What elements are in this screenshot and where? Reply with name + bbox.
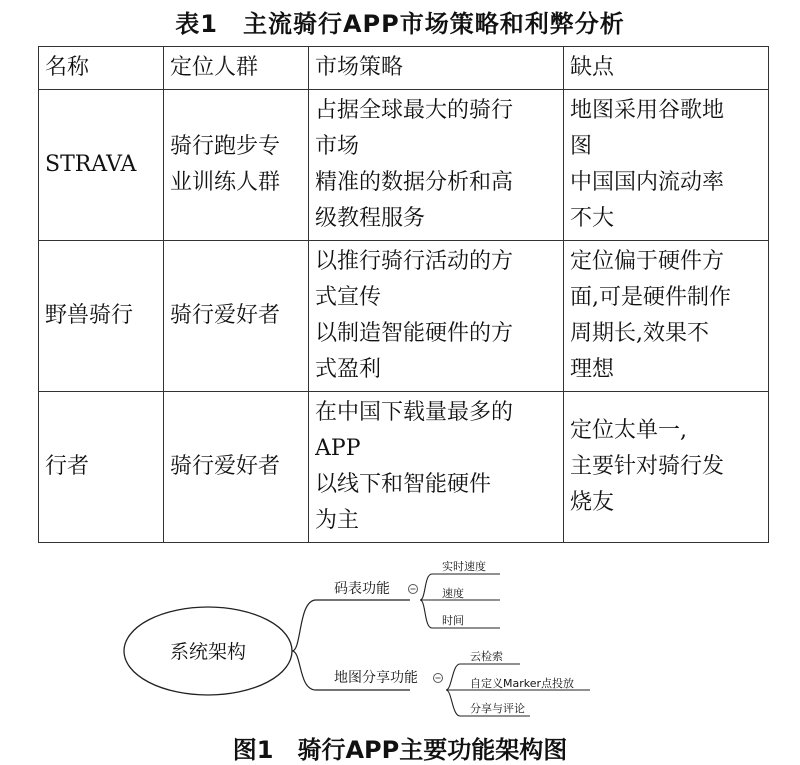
cell-line: 周期长,效果不 (570, 321, 709, 346)
header-cons: 缺点 (564, 47, 769, 90)
leaf-label: 时间 (442, 614, 464, 627)
cell-line: APP (315, 436, 361, 461)
cell-line: 定位偏于硬件方 (570, 249, 725, 274)
cell-line: 以线下和智能硬件 (315, 472, 492, 497)
cell-audience (164, 90, 309, 241)
cell-line: 骑行爱好者 (170, 454, 281, 479)
cell-line: 骑行爱好者 (170, 303, 281, 328)
table-row (39, 241, 769, 392)
leaf-label: 分享与评论 (470, 702, 525, 715)
cell-audience (164, 241, 309, 392)
cell-cons (564, 90, 769, 241)
cell-line: 精准的数据分析和高 (315, 170, 514, 195)
mindmap-root-label: 系统架构 (169, 641, 247, 663)
cell-line: 烧友 (570, 490, 615, 515)
mindmap-diagram (0, 550, 800, 728)
cell-cons (564, 241, 769, 392)
cell-strategy (309, 90, 564, 241)
cell-line: 主要针对骑行发 (570, 454, 725, 479)
table-title: 表1 主流骑行APP市场策略和利弊分析 (175, 10, 625, 38)
cell-line: 以制造智能硬件的方 (315, 321, 514, 346)
leaf-label: 实时速度 (442, 560, 486, 573)
cell-name: 行者 (39, 392, 164, 543)
leaf-label: 自定义Marker点投放 (470, 677, 575, 690)
header-name: 名称 (39, 47, 164, 90)
header-audience: 定位人群 (164, 47, 309, 90)
cell-line: 为主 (315, 508, 360, 533)
cell-line: 式宣传 (315, 285, 382, 310)
leaf-label: 云检索 (470, 650, 503, 663)
cell-line: 地图采用谷歌地 (570, 98, 725, 123)
strategy-table (38, 46, 769, 543)
cell-strategy (309, 241, 564, 392)
cell-line: 面,可是硬件制作 (570, 285, 731, 310)
cell-line: 在中国下载量最多的 (315, 400, 514, 425)
cell-line: 级教程服务 (315, 206, 426, 231)
branch-label-map-share: 地图分享功能 (334, 670, 418, 686)
cell-line: 定位太单一, (570, 418, 687, 443)
cell-audience (164, 392, 309, 543)
branch-label-meter: 码表功能 (334, 581, 390, 597)
cell-line: 市场 (315, 134, 360, 159)
cell-line: 中国国内流动率 (570, 170, 725, 195)
cell-cons (564, 392, 769, 543)
figure-caption: 图1 骑行APP主要功能架构图 (232, 736, 568, 764)
connector-line (292, 600, 410, 651)
table-row (39, 90, 769, 241)
cell-line: 不大 (570, 206, 615, 231)
cell-line: 理想 (570, 357, 615, 382)
cell-line: 图 (570, 134, 593, 159)
table-row (39, 392, 769, 543)
cell-name: STRAVA (39, 90, 164, 241)
table-header-row (39, 47, 769, 90)
cell-line: 骑行跑步专 (170, 134, 281, 159)
cell-line: 业训练人群 (170, 170, 281, 195)
cell-line: 以推行骑行活动的方 (315, 249, 514, 274)
cell-name: 野兽骑行 (39, 241, 164, 392)
leaf-label: 速度 (442, 587, 464, 600)
cell-line: 式盈利 (315, 357, 382, 382)
cell-strategy (309, 392, 564, 543)
cell-line: 占据全球最大的骑行 (315, 98, 514, 123)
header-strategy: 市场策略 (309, 47, 564, 90)
